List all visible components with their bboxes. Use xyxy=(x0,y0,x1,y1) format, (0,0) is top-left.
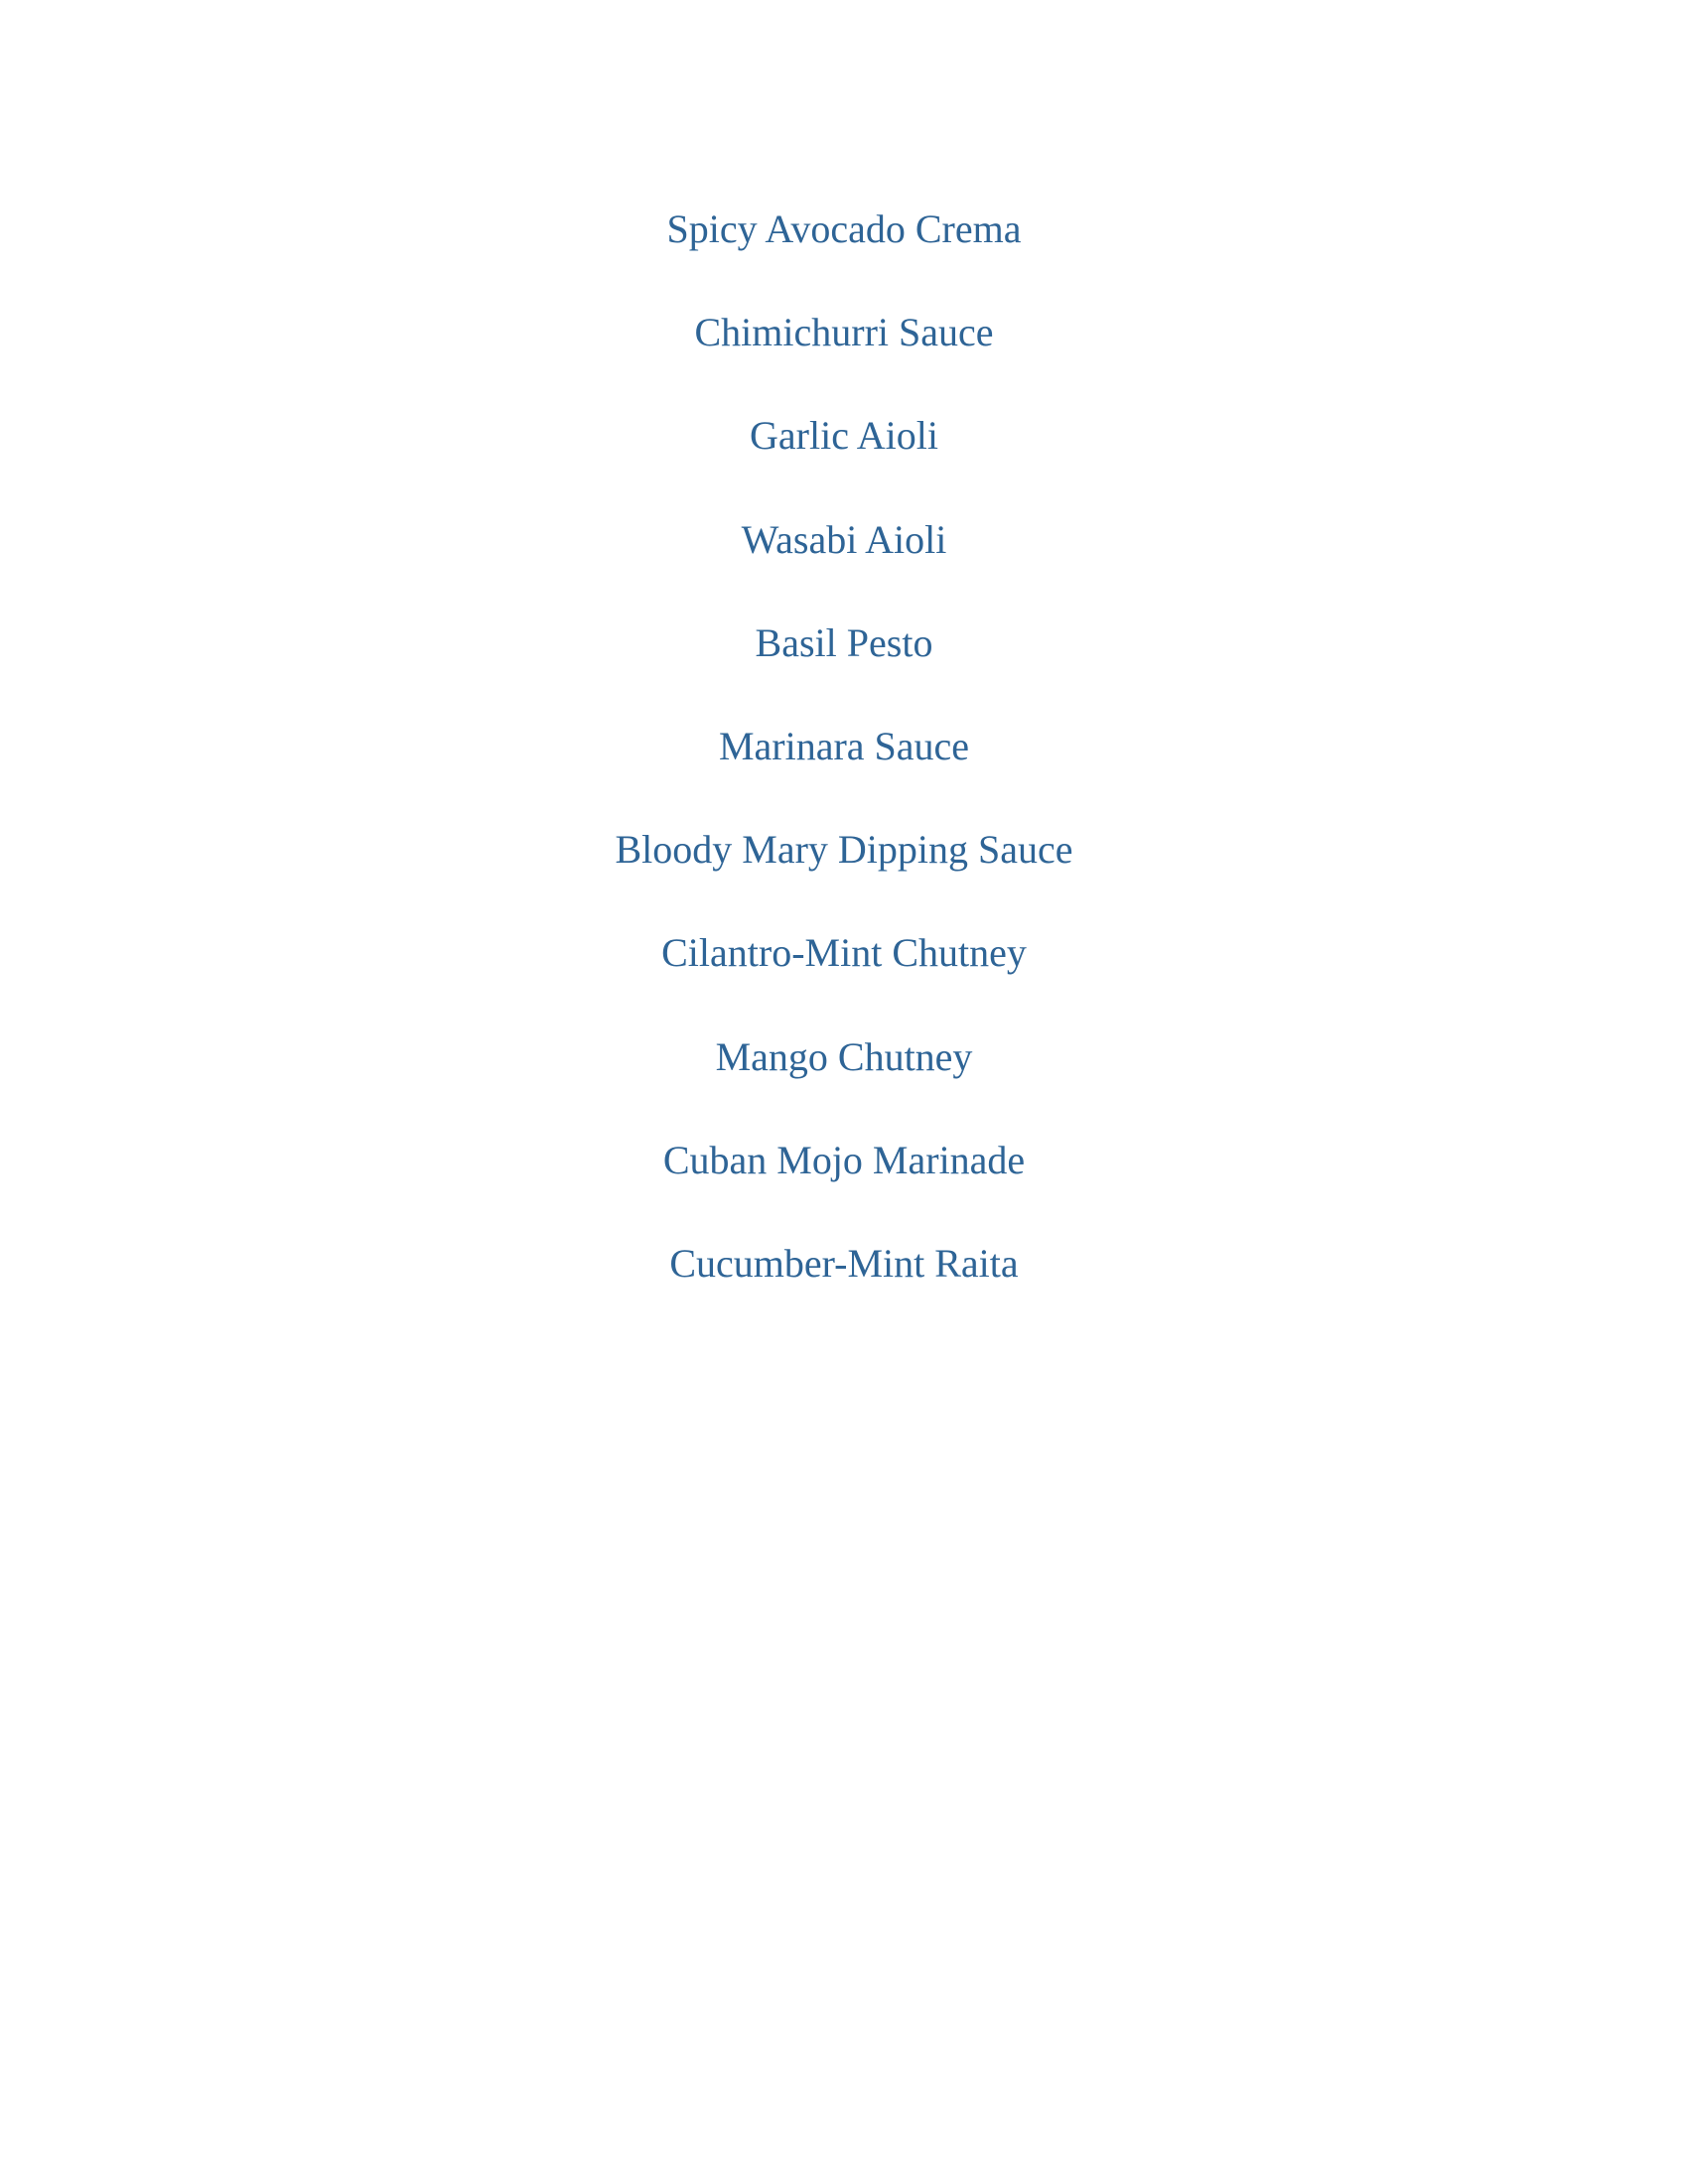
list-item xyxy=(0,401,1688,504)
recipe-link-spicy-avocado-crema[interactable]: Spicy Avocado Crema xyxy=(666,206,1022,251)
list-item xyxy=(0,505,1688,609)
recipe-link-wasabi-aioli[interactable]: Wasabi Aioli xyxy=(741,516,947,562)
recipe-link-chimichurri-sauce[interactable]: Chimichurri Sauce xyxy=(694,310,994,355)
recipe-link-mango-chutney[interactable]: Mango Chutney xyxy=(715,1033,973,1079)
list-item xyxy=(0,1126,1688,1229)
list-item xyxy=(0,609,1688,712)
recipe-link-cilantro-mint-chutney[interactable]: Cilantro-Mint Chutney xyxy=(661,930,1027,976)
recipe-link-basil-pesto[interactable]: Basil Pesto xyxy=(755,619,933,665)
recipe-link-list xyxy=(0,195,1688,1332)
list-item xyxy=(0,918,1688,1022)
list-item xyxy=(0,815,1688,918)
recipe-link-garlic-aioli[interactable]: Garlic Aioli xyxy=(750,413,938,459)
recipe-link-bloody-mary-dipping-sauce[interactable]: Bloody Mary Dipping Sauce xyxy=(615,827,1073,873)
list-item xyxy=(0,298,1688,401)
recipe-link-cucumber-mint-raita[interactable]: Cucumber-Mint Raita xyxy=(669,1240,1019,1286)
recipe-link-cuban-mojo-marinade[interactable]: Cuban Mojo Marinade xyxy=(662,1137,1026,1182)
recipe-link-marinara-sauce[interactable]: Marinara Sauce xyxy=(718,723,970,768)
list-item xyxy=(0,1023,1688,1126)
list-item xyxy=(0,1229,1688,1332)
list-item xyxy=(0,195,1688,298)
list-item xyxy=(0,712,1688,815)
